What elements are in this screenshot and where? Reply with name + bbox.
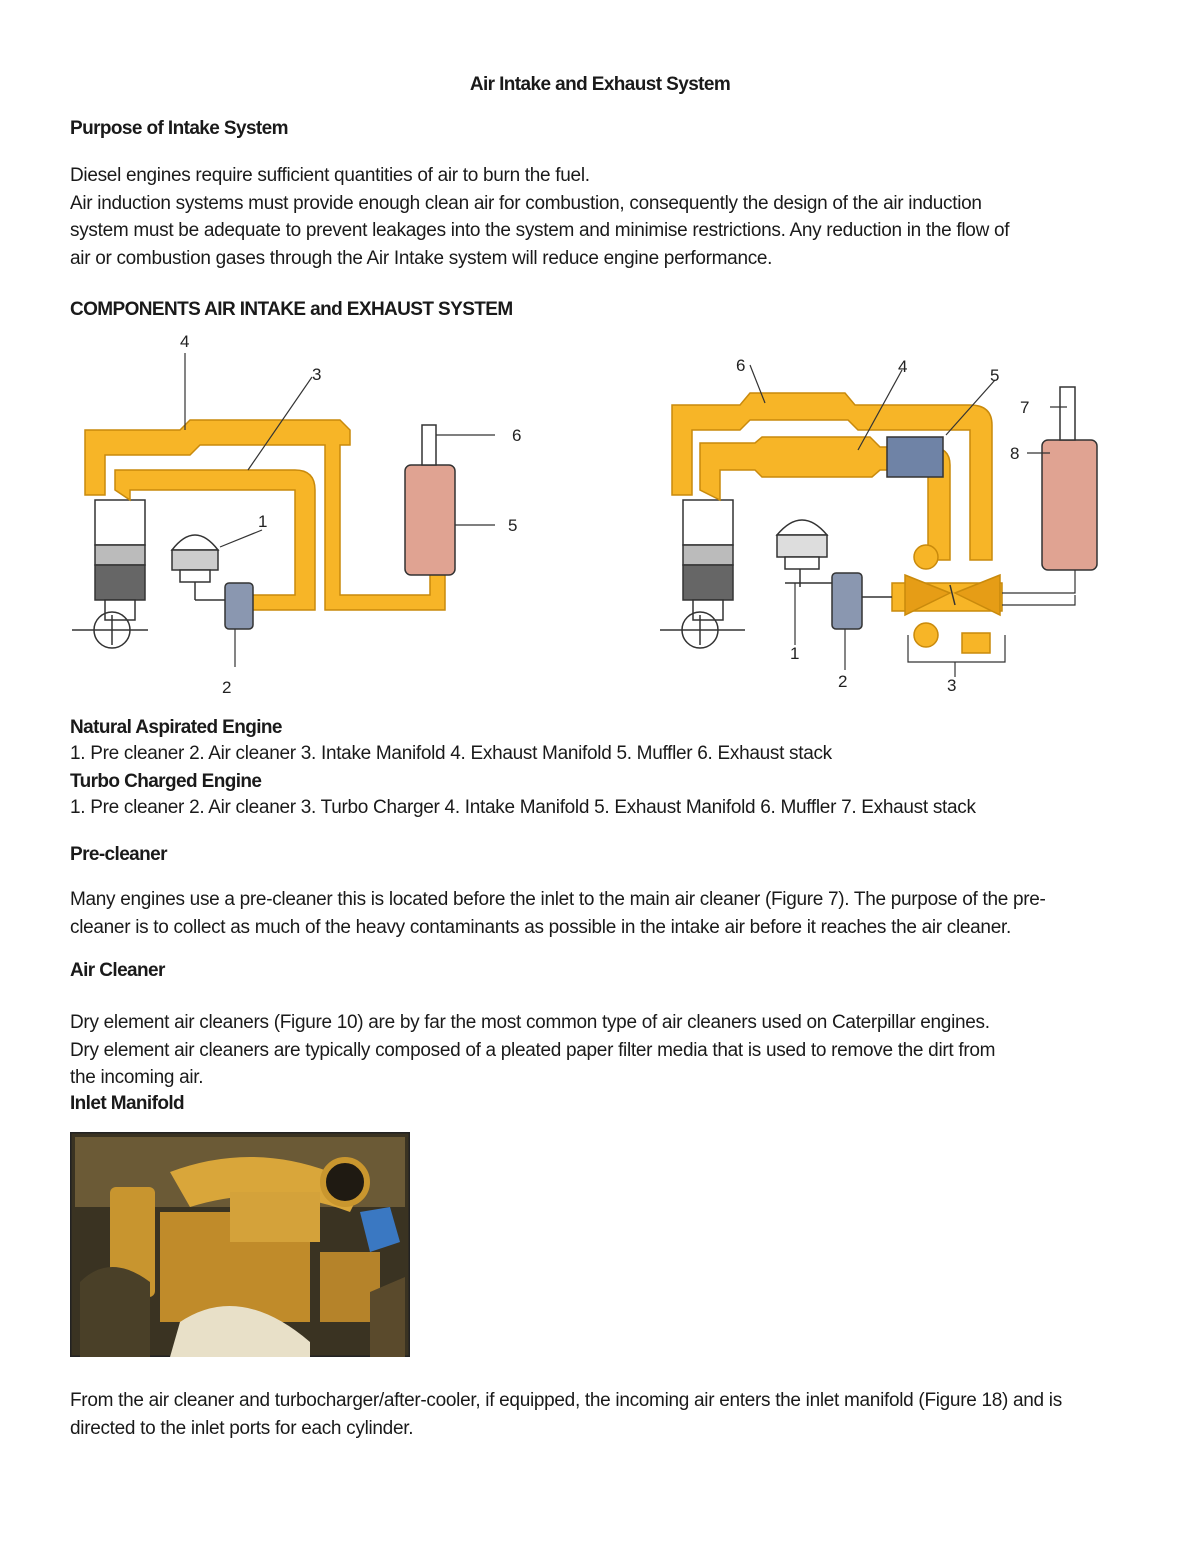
aircleaner-heading: Air Cleaner: [70, 960, 165, 981]
engine-photo: [70, 1132, 410, 1357]
inlet-heading: Inlet Manifold: [70, 1093, 185, 1114]
purpose-line: air or combustion gases through the Air Intake system will reduce engine performance.: [70, 247, 773, 269]
purpose-line: system must be adequate to prevent leakages into the system and minimise restrictions. Any reduction in the flow of: [70, 220, 1010, 241]
precleaner-heading: Pre-cleaner: [70, 844, 167, 865]
label-5: 5: [990, 366, 1000, 385]
label-7: 7: [1020, 398, 1030, 417]
air-cleaner: [832, 573, 862, 629]
label-1: 1: [258, 512, 268, 531]
muffler: [1042, 440, 1097, 570]
label-1: 1: [790, 644, 800, 663]
page-title: Air Intake and Exhaust System: [469, 74, 731, 95]
label-5: 5: [508, 516, 518, 535]
components-heading: COMPONENTS AIR INTAKE and EXHAUST SYSTEM: [70, 299, 513, 320]
label-3: 3: [312, 365, 322, 384]
turbo-charged-diagram: [660, 356, 1097, 695]
purpose-line: Diesel engines require sufficient quantities of air to burn the fuel.: [70, 165, 590, 186]
natural-aspirated-diagram: [72, 332, 521, 697]
precleaner-paragraph: [70, 886, 1046, 941]
natural-text: 1. Pre cleaner 2. Air cleaner 3. Intake Manifold 4. Exhaust Manifold 5. Muffler 6. Exhaust stack: [70, 743, 832, 764]
purpose-paragraph: [70, 162, 1009, 272]
aircleaner-line: the incoming air.: [70, 1067, 204, 1088]
label-8: 8: [1010, 444, 1020, 463]
aircleaner-line: Dry element air cleaners are typically composed of a pleated paper filter media that is used to remove the dirt from: [70, 1039, 996, 1061]
air-cleaner: [225, 583, 253, 629]
engine-cylinder: [660, 500, 745, 648]
purpose-line: Air induction systems must provide enough clean air for combustion, consequently the design of the air induction: [70, 192, 982, 214]
purpose-heading: Purpose of Intake System: [70, 118, 288, 139]
turbo-heading: Turbo Charged Engine: [70, 771, 262, 792]
precleaner-line: Many engines use a pre-cleaner this is located before the inlet to the main air cleaner (Figure 7). The purpose of the pre-: [70, 889, 1046, 910]
inlet-paragraph: [70, 1387, 1062, 1442]
label-6: 6: [512, 426, 522, 445]
label-2: 2: [222, 678, 232, 697]
muffler: [405, 465, 455, 575]
turbo-text: 1. Pre cleaner 2. Air cleaner 3. Turbo Charger 4. Intake Manifold 5. Exhaust Manifold 6. Muffler 7. Exhaust stack: [70, 797, 976, 818]
components-diagrams: [50, 325, 1150, 710]
left-diagram-labels: [180, 332, 521, 697]
label-3: 3: [947, 676, 957, 695]
label-4: 4: [898, 357, 908, 376]
precleaner-line: cleaner is to collect as much of the heavy contaminants as possible in the intake air before it reaches the air cleaner.: [70, 916, 1011, 938]
exhaust-manifold-box: [887, 437, 943, 477]
label-4: 4: [180, 332, 190, 351]
label-2: 2: [838, 672, 848, 691]
inlet-line: directed to the inlet ports for each cylinder.: [70, 1417, 414, 1439]
aircleaner-paragraph: [70, 1009, 995, 1092]
pre-cleaner: [172, 535, 225, 600]
natural-heading: Natural Aspirated Engine: [70, 717, 282, 738]
pre-cleaner: [777, 520, 832, 587]
engine-cylinder: [72, 500, 148, 648]
label-6: 6: [736, 356, 746, 375]
exhaust-stack: [422, 425, 436, 465]
inlet-line: From the air cleaner and turbocharger/after-cooler, if equipped, the incoming air enters the inlet manifold (Figure 18) and is: [70, 1390, 1062, 1411]
aircleaner-line: Dry element air cleaners (Figure 10) are by far the most common type of air cleaners used on Caterpillar engines.: [70, 1012, 990, 1033]
exhaust-stack: [1060, 387, 1075, 440]
